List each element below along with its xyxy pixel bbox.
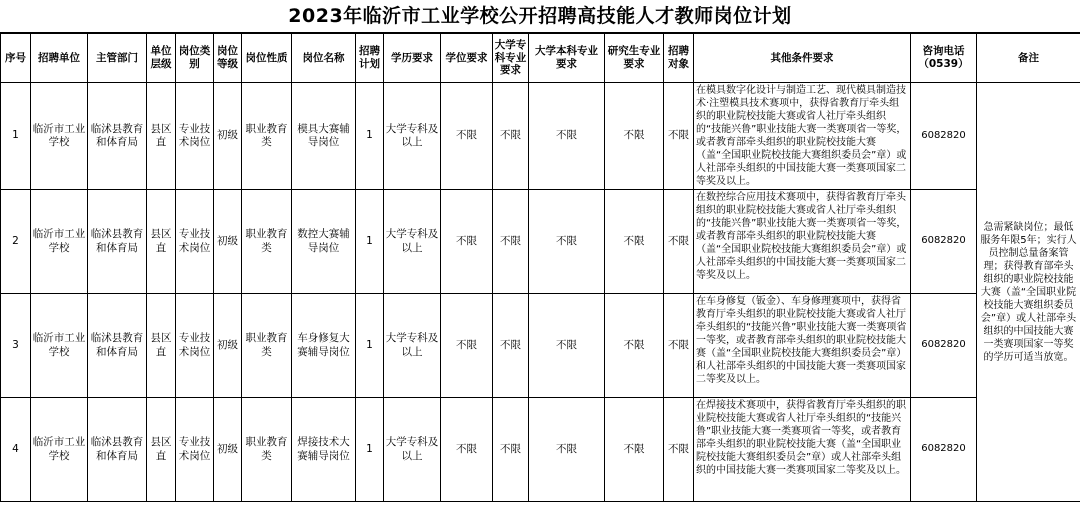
table-row — [1, 83, 1080, 190]
header-dept: 主管部门 — [88, 34, 147, 83]
cell-edu: 大学专科及以上 — [384, 190, 441, 294]
cell-phone: 6082820 — [911, 294, 977, 398]
cell-unit: 临沂市工业学校 — [31, 294, 88, 398]
header-remark: 备注 — [977, 34, 1080, 83]
cell-bachelor-major: 不限 — [529, 83, 605, 190]
cell-degree: 不限 — [441, 83, 493, 190]
cell-level: 县区直 — [147, 398, 176, 502]
cell-seq: 4 — [1, 398, 31, 502]
header-bachelor-major: 大学本科专业要求 — [529, 34, 605, 83]
cell-other-requirements: 在模具数字化设计与制造工艺、现代模具制造技术·注塑模具技术赛项中，获得省教育厅牵头组织的职业院校技能大赛或省人社厅牵头组织的“技能兴鲁”职业技能大赛一类赛项省一等奖，或者教育部牵头组织的职业院校技能大赛（盖“全国职业院校技能大赛组织委员会”章）或人社部牵头组织的中国技能大赛一类赛项国家二等奖及以上。 — [694, 83, 911, 190]
cell-other-requirements: 在焊接技术赛项中，获得省教育厅牵头组织的职业院校技能大赛或省人社厅牵头组织的“技能兴鲁”职业技能大赛一类赛项省一等奖，或者教育部牵头组织的职业院校技能大赛（盖“全国职业院校技能大赛组织委员会”章）或人社部牵头组织的中国技能大赛一类赛项国家二等奖及以上。 — [694, 398, 911, 502]
cell-post-name: 数控大赛辅导岗位 — [292, 190, 356, 294]
cell-seq: 2 — [1, 190, 31, 294]
cell-grad-major: 不限 — [605, 190, 664, 294]
cell-level: 县区直 — [147, 190, 176, 294]
cell-grad-major: 不限 — [605, 398, 664, 502]
header-grade: 岗位等级 — [214, 34, 242, 83]
cell-seq: 1 — [1, 83, 31, 190]
cell-plan: 1 — [356, 294, 384, 398]
cell-unit: 临沂市工业学校 — [31, 83, 88, 190]
header-degree: 学位要求 — [441, 34, 493, 83]
cell-college-major: 不限 — [493, 294, 529, 398]
cell-category: 专业技术岗位 — [176, 294, 214, 398]
cell-category: 专业技术岗位 — [176, 83, 214, 190]
cell-grade: 初级 — [214, 190, 242, 294]
cell-nature: 职业教育类 — [242, 294, 292, 398]
cell-grade: 初级 — [214, 83, 242, 190]
header-other: 其他条件要求 — [694, 34, 911, 83]
cell-dept: 临沭县教育和体育局 — [88, 190, 147, 294]
cell-bachelor-major: 不限 — [529, 398, 605, 502]
cell-edu: 大学专科及以上 — [384, 83, 441, 190]
cell-edu: 大学专科及以上 — [384, 294, 441, 398]
table-row — [1, 190, 1080, 294]
cell-unit: 临沂市工业学校 — [31, 398, 88, 502]
recruitment-plan-table — [0, 33, 1080, 502]
cell-bachelor-major: 不限 — [529, 190, 605, 294]
cell-grad-major: 不限 — [605, 83, 664, 190]
cell-target: 不限 — [664, 398, 694, 502]
cell-nature: 职业教育类 — [242, 190, 292, 294]
cell-phone: 6082820 — [911, 83, 977, 190]
header-category: 岗位类别 — [176, 34, 214, 83]
header-nature: 岗位性质 — [242, 34, 292, 83]
cell-college-major: 不限 — [493, 83, 529, 190]
cell-nature: 职业教育类 — [242, 83, 292, 190]
cell-plan: 1 — [356, 190, 384, 294]
cell-post-name: 车身修复大赛辅导岗位 — [292, 294, 356, 398]
cell-dept: 临沭县教育和体育局 — [88, 83, 147, 190]
cell-grad-major: 不限 — [605, 294, 664, 398]
cell-other-requirements: 在数控综合应用技术赛项中，获得省教育厅牵头组织的职业院校技能大赛或省人社厅牵头组织的“技能兴鲁”职业技能大赛一类赛项省一等奖，或者教育部牵头组织的职业院校技能大赛（盖“全国职业院校技能大赛组织委员会”章）或人社部牵头组织的中国技能大赛一类赛项国家二等奖及以上。 — [694, 190, 911, 294]
cell-edu: 大学专科及以上 — [384, 398, 441, 502]
cell-category: 专业技术岗位 — [176, 190, 214, 294]
cell-nature: 职业教育类 — [242, 398, 292, 502]
cell-college-major: 不限 — [493, 190, 529, 294]
cell-degree: 不限 — [441, 294, 493, 398]
header-seq: 序号 — [1, 34, 31, 83]
cell-bachelor-major: 不限 — [529, 294, 605, 398]
table-row — [1, 398, 1080, 502]
header-target: 招聘对象 — [664, 34, 694, 83]
cell-seq: 3 — [1, 294, 31, 398]
cell-level: 县区直 — [147, 83, 176, 190]
cell-post-name: 模具大赛辅导岗位 — [292, 83, 356, 190]
header-phone: 咨询电话（0539） — [911, 34, 977, 83]
header-plan: 招聘计划 — [356, 34, 384, 83]
cell-other-requirements: 在车身修复（钣金）、车身修理赛项中，获得省教育厅牵头组织的职业院校技能大赛或省人社厅牵头组织的“技能兴鲁”职业技能大赛一类赛项省一等奖，或者教育部牵头组织的职业院校技能大赛（盖“全国职业院校技能大赛组织委员会”章）和人社部牵头组织的中国技能大赛一类赛项国家二等奖及以上。 — [694, 294, 911, 398]
cell-target: 不限 — [664, 294, 694, 398]
cell-degree: 不限 — [441, 190, 493, 294]
cell-post-name: 焊接技术大赛辅导岗位 — [292, 398, 356, 502]
table-header-row — [1, 34, 1080, 83]
page-title: 2023年临沂市工业学校公开招聘高技能人才教师岗位计划 — [0, 0, 1080, 33]
header-edu: 学历要求 — [384, 34, 441, 83]
cell-college-major: 不限 — [493, 398, 529, 502]
cell-remark: 急需紧缺岗位；最低服务年限5年；实行人员控制总量备案管理；获得教育部牵头组织的职业院校技能大赛（盖“全国职业院校技能大赛组织委员会”章）或人社部牵头组织的中国技能大赛一类赛项国家一等奖的学历可适当放宽。 — [977, 83, 1080, 502]
cell-plan: 1 — [356, 83, 384, 190]
cell-grade: 初级 — [214, 398, 242, 502]
header-level: 单位层级 — [147, 34, 176, 83]
table-row — [1, 294, 1080, 398]
header-grad-major: 研究生专业要求 — [605, 34, 664, 83]
cell-dept: 临沭县教育和体育局 — [88, 398, 147, 502]
cell-unit: 临沂市工业学校 — [31, 190, 88, 294]
header-unit: 招聘单位 — [31, 34, 88, 83]
cell-grade: 初级 — [214, 294, 242, 398]
cell-dept: 临沭县教育和体育局 — [88, 294, 147, 398]
cell-target: 不限 — [664, 83, 694, 190]
cell-target: 不限 — [664, 190, 694, 294]
header-post-name: 岗位名称 — [292, 34, 356, 83]
cell-phone: 6082820 — [911, 398, 977, 502]
cell-plan: 1 — [356, 398, 384, 502]
cell-level: 县区直 — [147, 294, 176, 398]
cell-category: 专业技术岗位 — [176, 398, 214, 502]
cell-phone: 6082820 — [911, 190, 977, 294]
header-college-major: 大学专科专业要求 — [493, 34, 529, 83]
cell-degree: 不限 — [441, 398, 493, 502]
